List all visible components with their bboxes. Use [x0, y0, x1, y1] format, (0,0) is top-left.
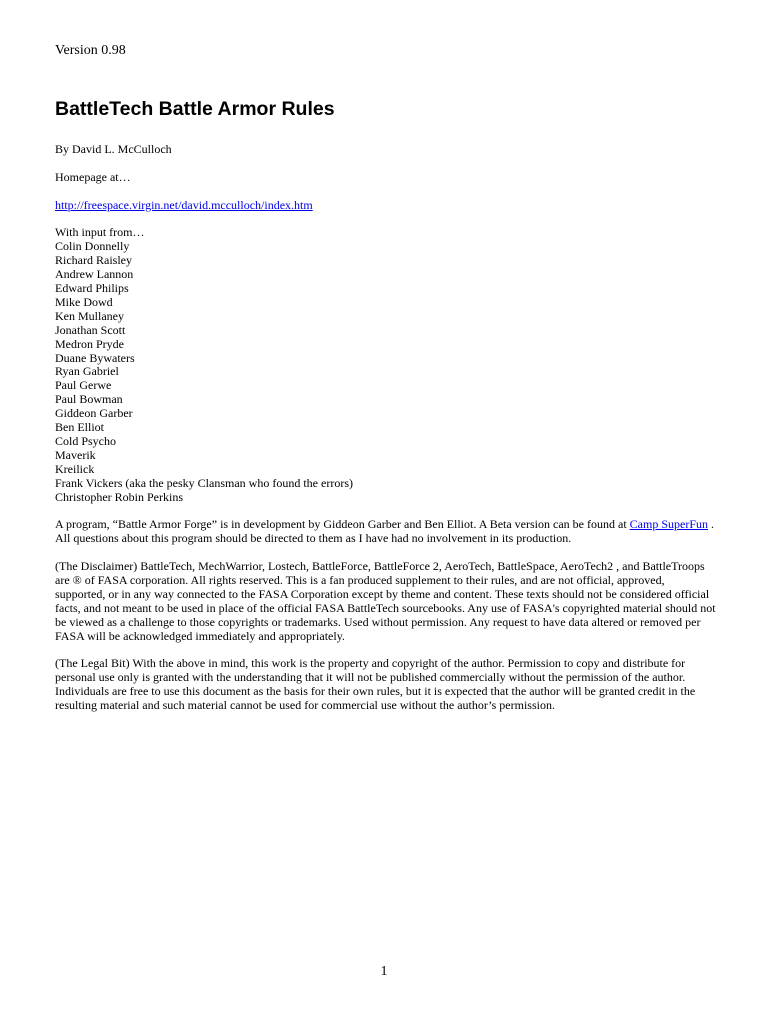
homepage-paragraph [55, 199, 717, 213]
contributor-name: Colin Donnelly [55, 239, 130, 254]
input-label: With input from… [55, 225, 145, 240]
contributor-name: Ben Elliot [55, 420, 104, 435]
contributor-name: Frank Vickers (aka the pesky Clansman who found the errors) [55, 475, 353, 490]
document-title: BattleTech Battle Armor Rules [55, 98, 335, 120]
contributors-block [55, 226, 717, 504]
homepage-link[interactable]: http://freespace.virgin.net/david.mcculloch/index.htm [55, 197, 313, 212]
contributor-name: Medron Pryde [55, 336, 124, 351]
page-number: 1 [380, 964, 388, 979]
contributor-name: Andrew Lannon [55, 267, 134, 282]
legal-paragraph: (The Legal Bit) With the above in mind, this work is the property and copyright of the author. Permission to copy and distribute for personal use only is granted with the understanding that it will not be published commercially without the permission of the author. Individuals are free to use this document as the basis for their own rules, but it is expected that the author will be granted credit in the resulting material and such material cannot be used for commercial use without the author’s permission. [55, 656, 696, 713]
contributor-name: Paul Gerwe [55, 378, 112, 393]
contributor-name: Mike Dowd [55, 294, 113, 309]
contributor-name: Maverik [55, 447, 96, 462]
contributor-name: Duane Bywaters [55, 350, 135, 365]
contributor-name: Cold Psycho [55, 433, 117, 448]
contributor-name: Giddeon Garber [55, 406, 133, 421]
contributor-name: Jonathan Scott [55, 322, 126, 337]
contributor-name: Ken Mullaney [55, 308, 124, 323]
program-text-tail: . All questions about this program should be directed to them as I have had no involvement in its production. [55, 517, 714, 546]
disclaimer-paragraph: (The Disclaimer) BattleTech, MechWarrior, Lostech, BattleForce, BattleForce 2, AeroTech, BattleSpace, AeroTech2 , and BattleTroops are ® of FASA corporation. All rights reserved. This is a fan produced supplement to their rules, and are not official, approved, supported, or in any way connected to the FASA Corporation except by theme and content. These texts should not be considered official facts, and not meant to be used in place of the official FASA BattleTech sourcebooks. Any use of FASA's copyrighted material should not be viewed as a challenge to those copyrights or trademarks. Used without permission. Any request to have data altered or removed per FASA will be acknowledged immediately and appropriately. [55, 559, 716, 643]
program-paragraph [55, 518, 717, 546]
version-label: Version 0.98 [55, 43, 126, 58]
contributor-name: Kreilick [55, 461, 95, 476]
camp-superfun-link[interactable]: Camp SuperFun [629, 517, 708, 532]
contributor-name: Paul Bowman [55, 392, 123, 407]
homepage-label: Homepage at… [55, 169, 131, 184]
document-body [55, 143, 717, 727]
program-text: A program, “Battle Armor Forge” is in development by Giddeon Garber and Ben Elliot. A Beta version can be found at [55, 517, 630, 532]
contributor-name: Edward Philips [55, 281, 129, 296]
contributor-name: Christopher Robin Perkins [55, 489, 183, 504]
contributor-name: Richard Raisley [55, 253, 132, 268]
author-line: By David L. McCulloch [55, 142, 172, 156]
contributor-name: Ryan Gabriel [55, 364, 119, 379]
